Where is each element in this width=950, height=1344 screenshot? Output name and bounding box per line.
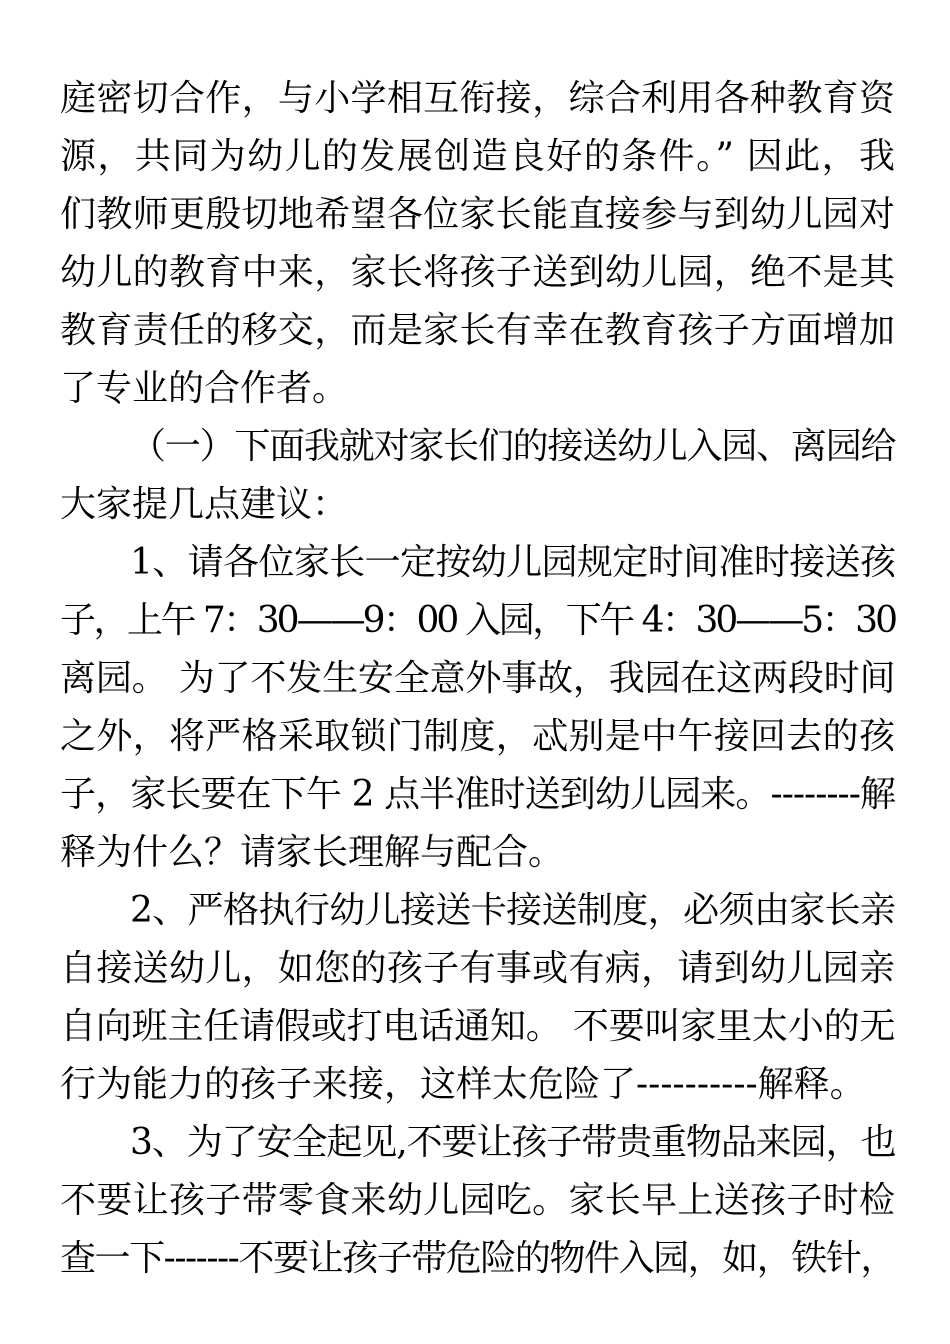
text-line: 教育责任的移交，而是家长有幸在教育孩子方面增加	[60, 310, 895, 351]
paragraph-cooperation	[60, 70, 895, 418]
text-line: 子，上午 7：30——9：00 入园，下午 4：30——5：30	[60, 600, 895, 641]
paragraph-item-1	[60, 534, 895, 882]
text-line: 行为能力的孩子来接，这样太危险了----------解释。	[60, 1064, 866, 1105]
text-line: 庭密切合作，与小学相互衔接，综合利用各种教育资	[60, 78, 895, 119]
text-line: 离园。 为了不发生安全意外事故，我园在这两段时间	[60, 658, 895, 699]
text-line: 2、严格执行幼儿接送卡接送制度，必须由家长亲	[130, 890, 895, 931]
text-line: 查一下-------不要让孩子带危险的物件入园，如，铁针，	[60, 1238, 895, 1279]
text-line: 子，家长要在下午 2 点半准时送到幼儿园来。--------解	[60, 774, 895, 815]
text-line: 源，共同为幼儿的发展创造良好的条件。” 因此，我	[60, 136, 895, 177]
text-line: 幼儿的教育中来，家长将孩子送到幼儿园，绝不是其	[60, 252, 895, 293]
text-line: 释为什么？请家长理解与配合。	[60, 832, 565, 873]
paragraph-suggestions-heading	[60, 418, 895, 534]
text-line: 们教师更殷切地希望各位家长能直接参与到幼儿园对	[60, 194, 895, 235]
text-line: 不要让孩子带零食来幼儿园吃。家长早上送孩子时检	[60, 1180, 895, 1221]
paragraph-item-2	[60, 882, 895, 1114]
text-line: 1、请各位家长一定按幼儿园规定时间准时接送孩	[130, 542, 895, 583]
text-line: 自向班主任请假或打电话通知。 不要叫家里太小的无	[60, 1006, 895, 1047]
text-line: 大家提几点建议：	[60, 484, 349, 525]
text-line: 自接送幼儿，如您的孩子有事或有病，请到幼儿园亲	[60, 948, 895, 989]
paragraph-item-3	[60, 1114, 895, 1288]
text-line: （一）下面我就对家长们的接送幼儿入园、离园给	[130, 426, 895, 467]
text-line: 之外，将严格采取锁门制度，忒别是中午接回去的孩	[60, 716, 895, 757]
document-body	[60, 70, 895, 1288]
text-line: 3、为了安全起见,不要让孩子带贵重物品来园，也	[130, 1122, 895, 1163]
text-line: 了专业的合作者。	[60, 368, 349, 409]
